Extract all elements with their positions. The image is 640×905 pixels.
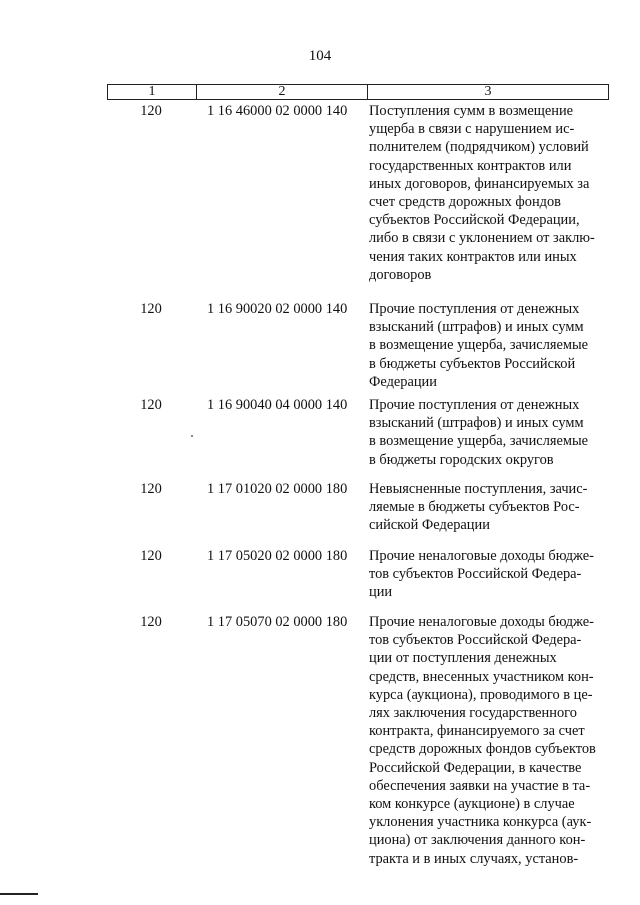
admin-code-cell: 120 [140,301,162,317]
admin-code-cell: 120 [140,397,162,413]
description-cell: Прочие поступления от денежных взысканий (штрафов) и иных сумм в возмещение ущерба, зачисляемые в бюджеты городских округов [369,397,589,468]
description-cell: Прочие неналоговые доходы бюдже- тов субъектов Российской Федера- ции [369,548,594,601]
table-body [107,102,609,868]
table-row [107,613,609,868]
column-header-2: 2 [197,85,368,99]
description-cell: Прочие неналоговые доходы бюдже- тов субъектов Российской Федера- ции от поступления денежных средств, внесенных участником кон- курса (аукциона), проводимого в це- лях заключения государственного контракта, финансируемого за счет средств дорожных фондов субъектов Российской Федерации, в качестве обеспечения заявки на участие в та- ком конкурсе (аукционе) в случае уклонения участника конкурса (аук- циона) от заключения данного кон- тракта и в иных случаях, установ- [369,614,596,867]
admin-code-cell: 120 [140,614,162,630]
table-row [107,102,609,300]
table-row [107,396,609,480]
description-cell: Невыясненные поступления, зачис- ляемые в бюджеты субъектов Рос- сийской Федерации [369,481,588,534]
column-header-3: 3 [484,84,492,99]
page-number: 104 [308,48,332,64]
footer-rule [0,893,38,895]
table-header [107,84,609,100]
description-cell: Прочие поступления от денежных взысканий (штрафов) и иных сумм в возмещение ущерба, зачисляемые в бюджеты субъектов Российской Федерации [369,301,589,390]
description-cell: Поступления сумм в возмещение ущерба в связи с нарушением ис- полнителем (подрядчиком) условий государственных контрактов или иных договоров, финансируемых за счет средств дорожных фондов субъектов Российской Федерации, либо в связи с уклонением от заклю- чения таких контрактов или иных договоров [369,103,595,283]
admin-code-cell: 120 [140,481,162,497]
budget-code-cell: 1 17 05020 02 0000 180 [207,548,348,564]
scan-speck [191,435,193,437]
column-header-1: 1 [108,85,197,99]
admin-code-cell: 120 [140,103,162,119]
budget-code-cell: 1 17 05070 02 0000 180 [207,614,348,630]
table-row [107,300,609,396]
table-row [107,547,609,613]
admin-code-cell: 120 [140,548,162,564]
budget-code-cell: 1 16 90020 02 0000 140 [207,301,348,317]
budget-code-cell: 1 16 90040 04 0000 140 [207,397,348,413]
budget-code-cell: 1 17 01020 02 0000 180 [207,481,348,497]
budget-code-cell: 1 16 46000 02 0000 140 [207,103,348,119]
table-row [107,480,609,547]
